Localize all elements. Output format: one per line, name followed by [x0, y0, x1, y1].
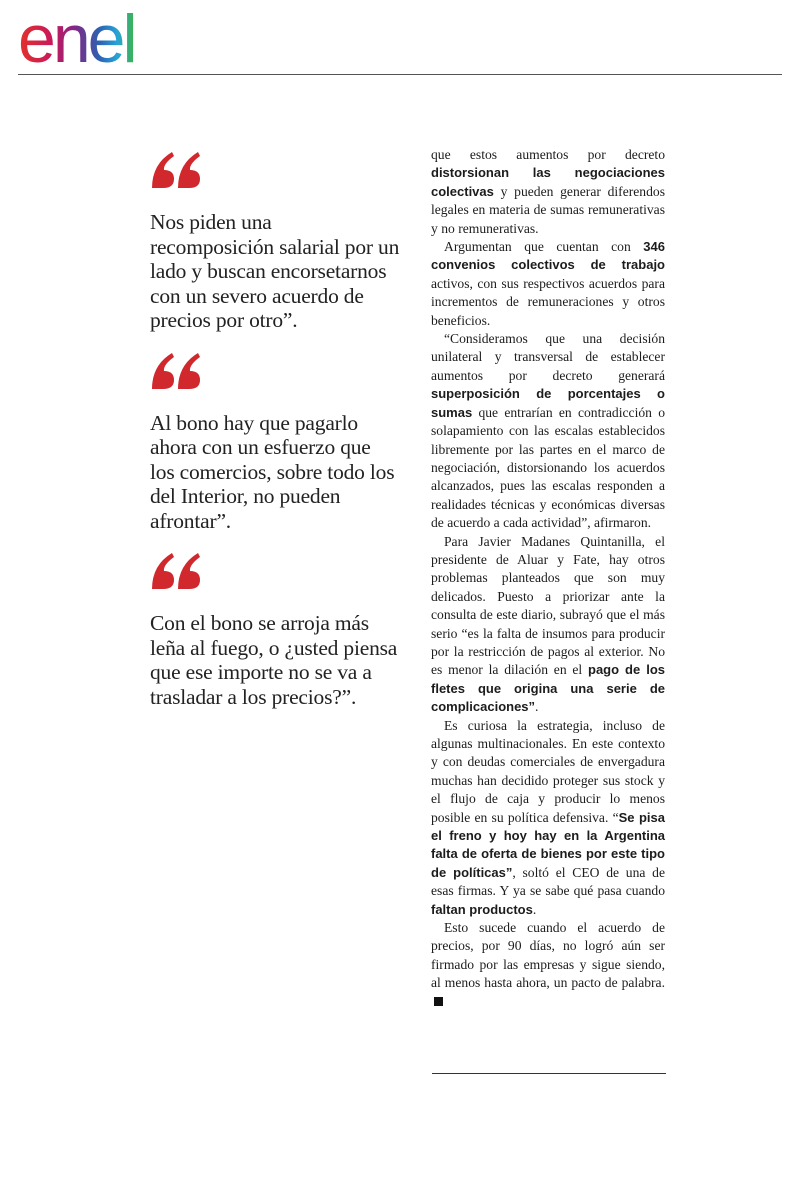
- pull-quote-text: Nos piden una recomposición salarial por un lado y buscan encorsetarnos con un severo acuerdo de precios por otro”.: [150, 210, 400, 332]
- end-of-article-icon: [434, 997, 443, 1006]
- logo-wordmark: enel: [18, 4, 135, 70]
- pull-quote-text: Al bono hay que pagarlo ahora con un esfuerzo que los comercios, sobre todo los del Interior, no pueden afrontar”.: [150, 410, 395, 533]
- article-paragraph: que estos aumentos por decreto distorsionan las negociaciones colectivas y pueden generar diferendos legales en materia de sumas remunerativas y no remunerativas.: [431, 147, 665, 236]
- article-paragraph: Argumentan que cuentan con 346 convenios colectivos de trabajo activos, con sus respectivos acuerdos para incrementos de remuneraciones y otros beneficios.: [431, 239, 665, 328]
- pull-quote: [150, 351, 400, 534]
- enel-logo: [18, 4, 188, 70]
- quote-mark-icon: [150, 551, 204, 591]
- quote-mark-icon: [150, 150, 204, 190]
- pull-quote: [150, 150, 400, 333]
- pull-quote-text: Con el bono se arroja más leña al fuego, o ¿usted piensa que ese importe no se va a trasladar a los precios?”.: [150, 611, 398, 709]
- header-divider: [18, 74, 782, 75]
- pull-quote: [150, 551, 400, 709]
- article-paragraph: Es curiosa la estrategia, incluso de algunas multinacionales. En este contexto y con deudas comerciales de envergadura muchas han decidido proteger sus stock y el flujo de caja y producir lo menos posible en su política defensiva. “Se pisa el freno y hoy hay en la Argentina falta de oferta de bienes por este tipo de políticas”, soltó el CEO de una de esas firmas. Y ya se sabe qué pasa cuando faltan productos.: [431, 717, 665, 917]
- quote-mark-icon: [150, 351, 204, 391]
- article-end-divider: [432, 1073, 666, 1074]
- article-body: [431, 146, 665, 1011]
- article-paragraph: Para Javier Madanes Quintanilla, el presidente de Aluar y Fate, hay otros problemas planteados que son muy delicados. Puesto a priorizar ante la consulta de este diario, subrayó que el más serio “es la falta de insumos para producir por la restricción de pagos al exterior. No es menor la dilación en el pago de los fletes que origina una serie de complicaciones”.: [431, 533, 665, 715]
- article-paragraph: “Consideramos que una decisión unilateral y transversal de establecer aumentos por decreto generará superposición de porcentajes o sumas que entrarían en contradicción o solapamiento con las escalas establecidos libremente por las partes en el marco de negociación, distorsionando los acuerdos alcanzados, pues las escalas responden a realidades técnicas y económicas diversas de acuerdo a cada actividad”, afirmaron.: [431, 331, 665, 531]
- pull-quotes-column: [150, 150, 400, 727]
- article-paragraph: Esto sucede cuando el acuerdo de precios, por 90 días, no logró aún ser firmado por las empresas y sigue siendo, al menos hasta ahora, un pacto de palabra.: [431, 919, 665, 1011]
